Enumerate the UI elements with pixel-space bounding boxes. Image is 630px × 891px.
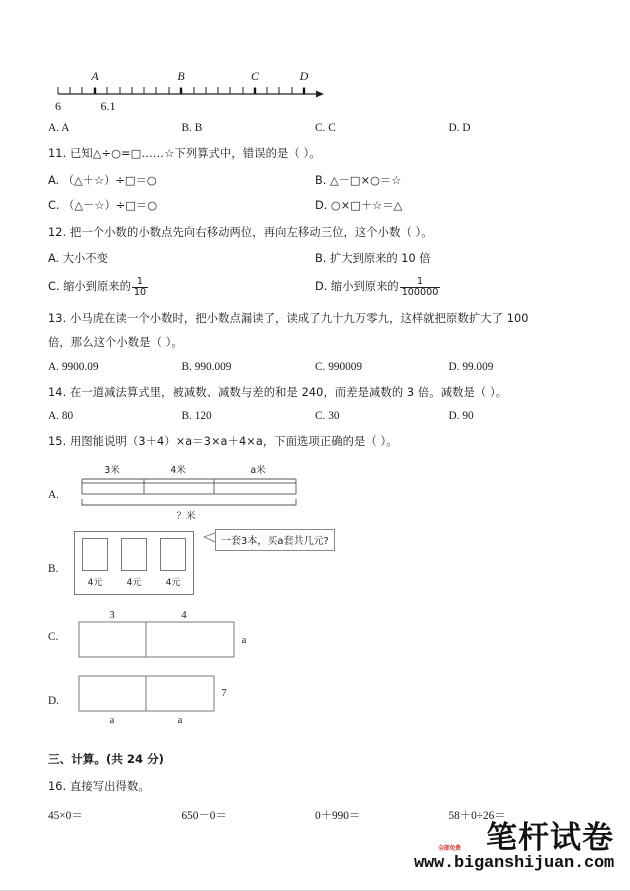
- point-label-D: D: [299, 69, 309, 83]
- q11-options-row-1: [48, 172, 582, 188]
- rect-top-label-2: 4: [181, 609, 187, 621]
- book-rect: [160, 538, 186, 571]
- q12-option-d[interactable]: [315, 277, 582, 299]
- q16-item-3[interactable]: 0＋990＝: [315, 810, 361, 823]
- q15-option-b-diagram: [74, 529, 404, 605]
- q11-option-a-label: A.: [48, 173, 60, 187]
- q14-option-a-label: A.: [48, 410, 59, 423]
- q15-option-a-label: A.: [48, 488, 59, 501]
- segmented-bar-svg: [74, 463, 324, 525]
- q12-option-d-text: 缩小到原来的: [330, 280, 399, 294]
- q14-option-d-text: 90: [462, 410, 474, 423]
- q14-option-b-label: B.: [181, 410, 192, 423]
- q13-option-b-label: B.: [181, 360, 192, 373]
- q10-option-a-label: A.: [48, 122, 59, 134]
- book-rect: [121, 538, 147, 571]
- q11-option-d-text: ○×□＋☆＝△: [330, 198, 403, 212]
- rectangle-split-svg: [74, 607, 274, 667]
- q12-option-b[interactable]: [315, 250, 582, 266]
- q15-option-a-diagram: [74, 463, 334, 525]
- q15-option-d[interactable]: [48, 671, 582, 733]
- q13-option-b-text: 990.009: [194, 360, 232, 373]
- q13-stem-line-1: 13. 小马虎在读一个小数时，把小数点漏读了，读成了九十九万零九，这样就把原数扩大了 100: [48, 311, 529, 325]
- q12-option-b-label: B.: [315, 252, 327, 265]
- q14-option-b[interactable]: [182, 410, 316, 422]
- q15-option-c-label: C.: [48, 630, 59, 643]
- q12-option-c-fraction: [132, 277, 148, 299]
- rectangle-split-svg: [74, 671, 274, 731]
- book-item-1: [81, 538, 109, 588]
- q11-options-row-2: [48, 197, 582, 213]
- q12-option-a-text: 大小不变: [62, 252, 108, 265]
- book-price-2: 4元: [126, 577, 142, 588]
- q12-option-c[interactable]: [48, 277, 315, 299]
- fraction-numerator: 1: [136, 276, 144, 287]
- book-item-3: [159, 538, 187, 588]
- q12-option-d-label: D.: [315, 280, 328, 294]
- q13-option-d-label: D.: [448, 360, 460, 373]
- rect-bottom-label-2: a: [177, 714, 183, 726]
- q12-options-row-1: [48, 250, 582, 266]
- q11-stem: 11. 已知△÷○=□……☆下列算式中，错误的是（ ）。: [48, 147, 321, 160]
- q13-option-a-label: A.: [48, 360, 59, 373]
- q10-option-c-label: C.: [315, 122, 326, 134]
- number-line-figure: [48, 66, 582, 128]
- q13-option-c[interactable]: [315, 361, 449, 373]
- axis-label-6-1: 6.1: [100, 99, 116, 113]
- rect-top-label-1: 3: [109, 609, 115, 621]
- axis-label-6: 6: [55, 99, 61, 113]
- q14-options-row: [48, 410, 582, 422]
- q12-option-a-label: A.: [48, 252, 60, 265]
- total-label: ？米: [176, 510, 196, 522]
- rect-side-label: a: [241, 634, 247, 646]
- q14-option-c[interactable]: [315, 410, 449, 422]
- q11-option-c-text: （△－☆）÷□＝○: [63, 198, 158, 212]
- q14-option-b-text: 120: [194, 410, 212, 423]
- q11-option-b-text: △－□×○＝☆: [329, 173, 402, 187]
- point-label-B: B: [177, 69, 185, 83]
- q10-option-d-text: D: [462, 122, 471, 134]
- q14-option-a[interactable]: [48, 410, 182, 422]
- q11-option-a[interactable]: [48, 172, 315, 188]
- q16-item-2[interactable]: 650－0＝: [181, 810, 227, 823]
- q13-option-a-text: 9900.09: [61, 360, 99, 373]
- q14-option-a-text: 80: [61, 410, 74, 423]
- q13-options-row: [48, 361, 582, 373]
- point-label-A: A: [91, 69, 99, 83]
- q11-option-a-text: （△＋☆）÷□＝○: [62, 173, 157, 187]
- q16-item-1[interactable]: 45×0＝: [48, 810, 83, 823]
- q11-option-d-label: D.: [315, 198, 328, 212]
- q15-option-b[interactable]: [48, 529, 582, 603]
- number-line-svg: [48, 66, 328, 124]
- q13-option-a[interactable]: [48, 361, 182, 373]
- fraction-denominator: 100000: [401, 287, 439, 299]
- q15-option-d-label: D.: [48, 694, 59, 707]
- segment-label-2: 4米: [170, 464, 186, 476]
- q12-option-c-text: 缩小到原来的: [63, 280, 131, 294]
- page-content: [48, 66, 582, 823]
- watermark-free-tag: 全部免费: [437, 845, 461, 852]
- q12-stem: 12. 把一个小数的小数点先向右移动两位，再向左移动三位，这个小数（ ）。: [48, 225, 433, 239]
- q15-option-c[interactable]: [48, 607, 582, 669]
- q13-option-d-text: 99.009: [462, 360, 494, 373]
- book-price-3: 4元: [165, 577, 181, 588]
- q10-option-b-label: B.: [181, 122, 192, 134]
- q12-option-c-label: C.: [48, 280, 60, 294]
- q10-option-c-text: C: [328, 122, 336, 134]
- q13-option-c-text: 990009: [328, 360, 363, 373]
- q11-option-b[interactable]: [315, 172, 582, 188]
- q10-option-a-text: A: [61, 122, 70, 134]
- book-price-1: 4元: [87, 577, 103, 588]
- q15-stem: 15. 用图能说明（3＋4）×a＝3×a＋4×a，下面选项正确的是（ ）。: [48, 435, 398, 449]
- q15-option-b-label: B.: [48, 562, 59, 575]
- books-container: [74, 531, 194, 595]
- q14-option-c-text: 30: [328, 410, 340, 423]
- q11-option-c-label: C.: [48, 198, 60, 212]
- rect-side-label: 7: [221, 687, 227, 699]
- q14-stem: 14. 在一道减法算式里，被减数、减数与差的和是 240，而差是减数的 3 倍。减数是（ ）。: [48, 385, 508, 399]
- q14-option-d[interactable]: [449, 410, 583, 422]
- q16-stem: 16. 直接写出得数。: [48, 779, 150, 793]
- fraction-numerator: 1: [416, 276, 424, 287]
- q13-option-b[interactable]: [182, 361, 316, 373]
- segment-label-1: 3米: [104, 464, 120, 476]
- book-item-2: [120, 538, 148, 588]
- q13-option-c-label: C.: [315, 360, 326, 373]
- q15-option-d-diagram: [74, 671, 294, 739]
- rect-bottom-label-1: a: [109, 714, 115, 726]
- q15-option-a[interactable]: [48, 463, 582, 527]
- section-heading-calculation: 三、计算。(共 24 分): [48, 751, 164, 766]
- q12-option-b-text: 扩大到原来的 10 倍: [329, 252, 431, 265]
- q11-option-c[interactable]: [48, 197, 315, 213]
- watermark-url: www.biganshijuan.com: [413, 854, 614, 873]
- segment-label-3: a米: [250, 464, 266, 476]
- q10-option-d-label: D.: [448, 122, 460, 134]
- q13-stem-line-2: 倍，那么这个小数是（ ）。: [48, 336, 183, 350]
- watermark-logo: [413, 820, 614, 873]
- q12-option-d-fraction: [400, 277, 441, 299]
- q10-option-b-text: B: [194, 122, 203, 134]
- q14-option-c-label: C.: [315, 410, 326, 423]
- q12-option-a[interactable]: [48, 250, 315, 266]
- speech-bubble: 一套3本，买a套共几元?: [215, 529, 335, 551]
- q16-item-4[interactable]: 58＋0÷26＝: [448, 810, 506, 823]
- q14-option-d-label: D.: [448, 410, 460, 423]
- book-rect: [82, 538, 108, 571]
- point-label-C: C: [250, 69, 260, 83]
- q11-option-d[interactable]: [315, 197, 582, 213]
- q12-options-row-2: [48, 277, 582, 299]
- watermark-brand: 笔杆试卷: [486, 820, 614, 856]
- q13-option-d[interactable]: [449, 361, 583, 373]
- q15-option-c-diagram: [74, 607, 294, 669]
- q11-option-b-label: B.: [315, 173, 327, 187]
- fraction-denominator: 10: [133, 287, 147, 299]
